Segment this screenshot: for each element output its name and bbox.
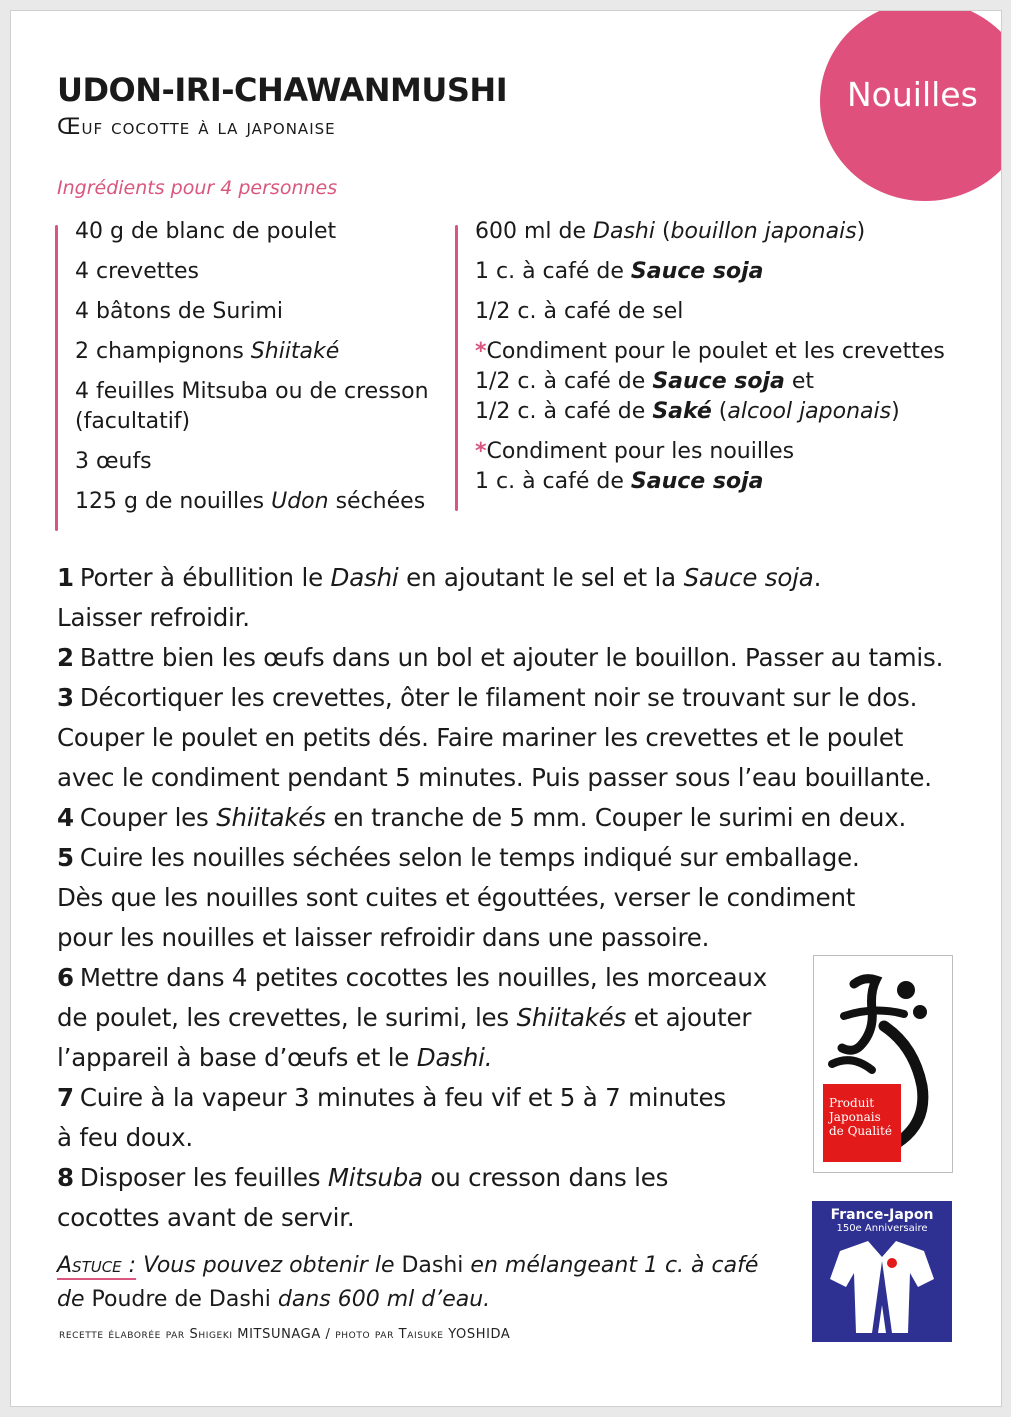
step-7: 7 Cuire à la vapeur 3 minutes à feu vif et 5 à 7 minutes [57,1083,726,1112]
france-japan-anniversary-logo: France-Japon 150e Anniversaire [812,1201,952,1342]
credits: recette élaborée par Shigeki MITSUNAGA / photo par Taisuke YOSHIDA [59,1327,511,1342]
step-1-cont: Laisser refroidir. [57,603,250,632]
step-3: 3 Décortiquer les crevettes, ôter le filament noir se trouvant sur le dos. [57,683,918,712]
step-7-line: à feu doux. [57,1123,193,1152]
ingredient-item: 40 g de blanc de poulet [75,219,337,244]
ingredient-item: 3 œufs [75,449,152,474]
ingredients-left-list [75,217,455,527]
step-5-line: Dès que les nouilles sont cuites et égouttées, verser le condiment [57,883,856,912]
tip-label: Astuce : [57,1253,137,1278]
quality-label-logo [813,955,953,1173]
step-8: 8 Disposer les feuilles Mitsuba ou cresson dans les [57,1163,669,1192]
ingredients-left-accent [55,225,58,531]
ingredient-item: 600 ml de Dashi (bouillon japonais) [475,219,866,244]
asterisk-icon: * [475,439,487,464]
ingredient-item: 4 bâtons de Surimi [75,299,284,324]
tip-note: Astuce : Vous pouvez obtenir le Dashi en mélangeant 1 c. à café de Poudre de Dashi dans 600 ml d’eau. [57,1253,759,1312]
ingredient-item: 125 g de nouilles Udon séchées [75,489,426,514]
ingredients-heading: Ingrédients pour 4 personnes [57,177,338,199]
ingredient-item: 1 c. à café de Sauce soja [475,259,764,284]
step-1: 1 Porter à ébullition le Dashi en ajoutant le sel et la Sauce soja. [57,563,822,592]
recipe-title: UDON-IRI-CHAWANMUSHI [57,71,508,109]
step-5-line: pour les nouilles et laisser refroidir dans une passoire. [57,923,710,952]
step-3-line: Couper le poulet en petits dés. Faire mariner les crevettes et le poulet [57,723,904,752]
quality-badge: Produit Japonais de Qualité [823,1084,901,1162]
ingredient-item: 4 feuilles Mitsuba ou de cresson (facultatif) [75,379,429,434]
recipe-card [10,10,1002,1407]
step-3-line: avec le condiment pendant 5 minutes. Puis passer sous l’eau bouillante. [57,763,932,792]
step-2: 2 Battre bien les œufs dans un bol et ajouter le bouillon. Passer au tamis. [57,643,944,672]
condiment-group: *Condiment pour les nouilles 1 c. à café de Sauce soja [475,439,795,494]
step-6: 6 Mettre dans 4 petites cocottes les nouilles, les morceaux [57,963,768,992]
ingredient-item: 2 champignons Shiitaké [75,339,340,364]
step-5: 5 Cuire les nouilles séchées selon le temps indiqué sur emballage. [57,843,860,872]
step-6-line: de poulet, les crevettes, le surimi, les Shiitakés et ajouter [57,1003,752,1032]
step-6-line: l’appareil à base d’œufs et le Dashi. [57,1043,493,1072]
ingredient-item: 4 crevettes [75,259,199,284]
asterisk-icon: * [475,339,487,364]
ingredients-right-list [475,217,985,497]
step-8-line: cocottes avant de servir. [57,1203,355,1232]
category-label: Nouilles [847,75,978,114]
ingredients-right-accent [455,225,458,511]
recipe-subtitle: Œuf cocotte à la japonaise [57,115,336,140]
condiment-group: *Condiment pour le poulet et les crevettes 1/2 c. à café de Sauce soja et 1/2 c. à café de Saké (alcool japonais) [475,339,945,424]
step-4: 4 Couper les Shiitakés en tranche de 5 mm. Couper le surimi en deux. [57,803,907,832]
ingredient-item: 1/2 c. à café de sel [475,299,684,324]
